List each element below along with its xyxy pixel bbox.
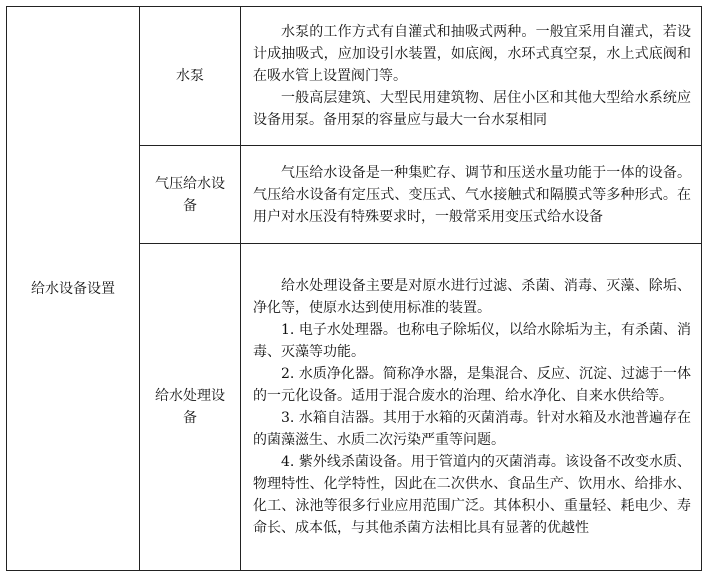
description-pneumatic — [241, 146, 702, 244]
subcategory-treatment: 给水处理设备 — [140, 244, 241, 571]
category-cell: 给水设备设置 — [7, 7, 140, 571]
paragraph: 给水处理设备主要是对原水进行过滤、杀菌、消毒、灭藻、除垢、净化等，使原水达到使用标准的装置。 — [253, 278, 691, 316]
description-treatment — [241, 244, 702, 571]
paragraph: 气压给水设备是一种集贮存、调节和压送水量功能于一体的设备。气压给水设备有定压式、变压式、气水接触式和隔膜式等多种形式。在用户对水压没有特殊要求时，一般常采用变压式给水设备 — [253, 164, 691, 225]
description-pump — [241, 7, 702, 146]
list-item: 3. 水箱自洁器。其用于水箱的灭菌消毒。针对水箱及水池普遍存在的菌藻滋生、水质二次污染严重等问题。 — [253, 410, 691, 448]
paragraph: 一般高层建筑、大型民用建筑物、居住小区和其他大型给水系统应设备用泵。备用泵的容量应与最大一台水泵相同 — [253, 90, 691, 128]
table-row-pump — [7, 7, 702, 146]
paragraph: 水泵的工作方式有自灌式和抽吸式两种。一般宜采用自灌式，若设计成抽吸式，应加设引水装置，如底阀，水环式真空泵，水上式底阀和在吸水管上设置阀门等。 — [253, 24, 691, 84]
list-item: 1. 电子水处理器。也称电子除垢仪，以给水除垢为主，有杀菌、消毒、灭藻等功能。 — [253, 322, 691, 360]
subcategory-pump: 水泵 — [140, 7, 241, 146]
list-item: 2. 水质净化器。简称净水器，是集混合、反应、沉淀、过滤于一体的一元化设备。适用于混合废水的治理、给水净化、自来水供给等。 — [253, 366, 691, 404]
equipment-table — [6, 6, 702, 571]
list-item: 4. 紫外线杀菌设备。用于管道内的灭菌消毒。该设备不改变水质、物理特性、化学特性，因此在二次供水、食品生产、饮用水、给排水、化工、泳池等很多行业应用范围广泛。其体积小、重量轻、耗电少、寿命长、成本低，与其他杀菌方法相比具有显著的优越性 — [253, 454, 691, 536]
subcategory-pneumatic: 气压给水设备 — [140, 146, 241, 244]
